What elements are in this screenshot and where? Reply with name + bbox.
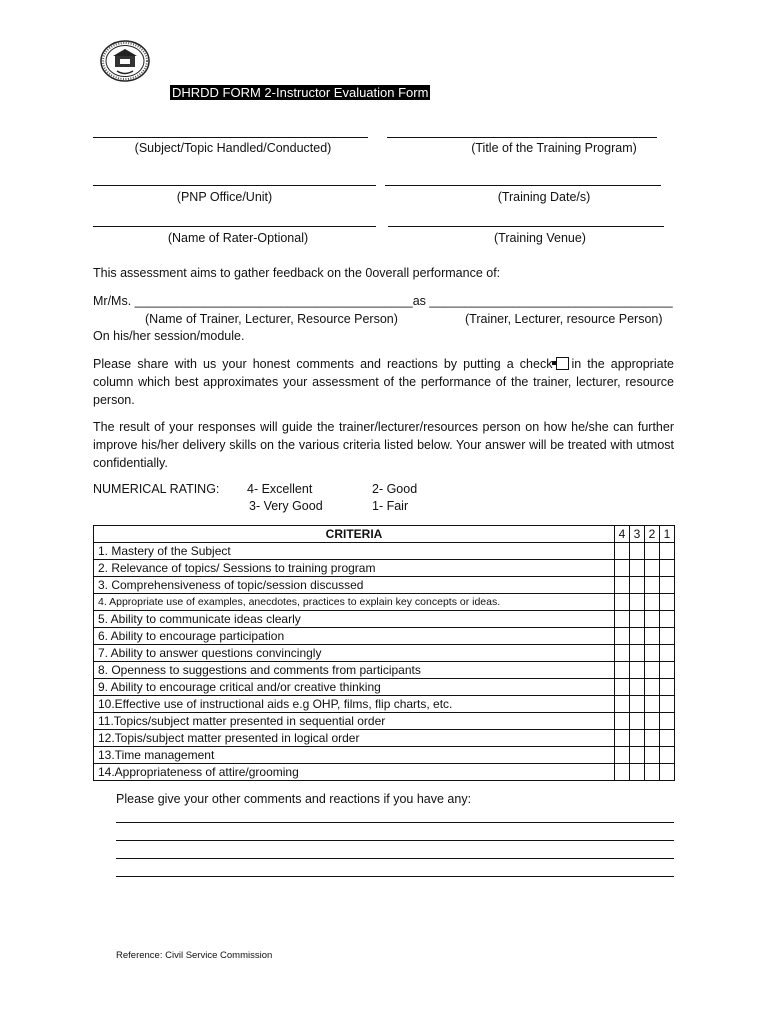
rating-cell-1[interactable] [660, 577, 675, 594]
rating-cell-1[interactable] [660, 713, 675, 730]
rating-cell-1[interactable] [660, 747, 675, 764]
rating-cell-3[interactable] [630, 560, 645, 577]
rating-cell-2[interactable] [645, 713, 660, 730]
rating-cell-4[interactable] [615, 713, 630, 730]
reference-note: Reference: Civil Service Commission [116, 950, 273, 961]
rating-cell-4[interactable] [615, 764, 630, 781]
table-row [94, 577, 675, 594]
office-caption: (PNP Office/Unit) [176, 190, 273, 204]
table-row [94, 628, 675, 645]
rating-cell-2[interactable] [645, 679, 660, 696]
rating-cell-4[interactable] [615, 628, 630, 645]
trainer-name-caption: (Name of Trainer, Lecturer, Resource Person) [145, 312, 398, 326]
rating-cell-4[interactable] [615, 730, 630, 747]
criterion-label: 6. Ability to encourage participation [94, 628, 615, 645]
rating-cell-3[interactable] [630, 662, 645, 679]
comment-line-4[interactable] [116, 876, 674, 877]
rating-cell-2[interactable] [645, 594, 660, 611]
rating-cell-2[interactable] [645, 764, 660, 781]
rating-cell-1[interactable] [660, 628, 675, 645]
rating-cell-4[interactable] [615, 679, 630, 696]
criterion-label: 12.Topis/subject matter presented in logical order [94, 730, 615, 747]
rating-3: 3- Very Good [249, 499, 323, 513]
instruction-paragraph [93, 355, 674, 409]
criterion-label: 2. Relevance of topics/ Sessions to training program [94, 560, 615, 577]
rating-cell-2[interactable] [645, 560, 660, 577]
comment-line-2[interactable] [116, 840, 674, 841]
criterion-label: 11.Topics/subject matter presented in sequential order [94, 713, 615, 730]
rating-cell-1[interactable] [660, 611, 675, 628]
table-row [94, 696, 675, 713]
rating-cell-4[interactable] [615, 611, 630, 628]
criterion-label: 13.Time management [94, 747, 615, 764]
rating-1: 1- Fair [372, 499, 409, 513]
rating-cell-3[interactable] [630, 747, 645, 764]
table-row [94, 594, 675, 611]
table-row [94, 543, 675, 560]
rating-cell-3[interactable] [630, 628, 645, 645]
rating-cell-1[interactable] [660, 662, 675, 679]
col-3-header: 3 [630, 526, 645, 543]
criteria-table [93, 525, 675, 781]
table-row [94, 730, 675, 747]
criterion-label: 3. Comprehensiveness of topic/session discussed [94, 577, 615, 594]
rating-cell-4[interactable] [615, 747, 630, 764]
criterion-label: 14.Appropriateness of attire/grooming [94, 764, 615, 781]
criterion-label: 8. Openness to suggestions and comments from participants [94, 662, 615, 679]
table-row [94, 560, 675, 577]
rating-cell-3[interactable] [630, 645, 645, 662]
rating-cell-3[interactable] [630, 764, 645, 781]
rating-4: 4- Excellent [247, 482, 313, 496]
col-2-header: 2 [645, 526, 660, 543]
rating-cell-2[interactable] [645, 543, 660, 560]
rating-cell-4[interactable] [615, 560, 630, 577]
table-row [94, 764, 675, 781]
table-row [94, 662, 675, 679]
rating-cell-2[interactable] [645, 645, 660, 662]
instruction-text-after: in the appropriate column which best approximates your assessment of the performance of the trainer, lecturer, resource person. [93, 357, 674, 407]
venue-caption: (Training Venue) [494, 231, 586, 245]
rating-cell-2[interactable] [645, 611, 660, 628]
instruction-text-before: Please share with us your honest comments and reactions by putting a check [93, 357, 553, 371]
subject-line[interactable] [93, 137, 368, 138]
rating-cell-2[interactable] [645, 747, 660, 764]
col-4-header: 4 [615, 526, 630, 543]
numerical-rating-label: NUMERICAL RATING: [93, 482, 220, 496]
training-date-caption: (Training Date/s) [497, 190, 591, 204]
trainer-role-caption: (Trainer, Lecturer, resource Person) [465, 312, 663, 326]
pnp-seal-logo [100, 40, 150, 82]
col-1-header: 1 [660, 526, 675, 543]
subject-caption: (Subject/Topic Handled/Conducted) [134, 141, 332, 155]
table-row [94, 747, 675, 764]
criterion-label: 1. Mastery of the Subject [94, 543, 615, 560]
criterion-label: 7. Ability to answer questions convincingly [94, 645, 615, 662]
checkbox-icon [556, 357, 569, 370]
rating-cell-3[interactable] [630, 611, 645, 628]
rating-cell-1[interactable] [660, 645, 675, 662]
table-row [94, 713, 675, 730]
rating-cell-3[interactable] [630, 577, 645, 594]
rating-cell-1[interactable] [660, 679, 675, 696]
trainer-name-line[interactable]: Mr/Ms. ________________________________________as ___________________________________ [93, 294, 673, 308]
rating-cell-3[interactable] [630, 713, 645, 730]
training-date-line[interactable] [385, 185, 661, 186]
rating-cell-4[interactable] [615, 645, 630, 662]
rating-cell-2[interactable] [645, 628, 660, 645]
rating-cell-3[interactable] [630, 543, 645, 560]
rating-cell-2[interactable] [645, 662, 660, 679]
rating-cell-3[interactable] [630, 594, 645, 611]
rating-cell-1[interactable] [660, 696, 675, 713]
rating-cell-3[interactable] [630, 679, 645, 696]
criterion-label: 9. Ability to encourage critical and/or creative thinking [94, 679, 615, 696]
table-row [94, 679, 675, 696]
rating-cell-2[interactable] [645, 696, 660, 713]
rating-cell-4[interactable] [615, 543, 630, 560]
criterion-label: 10.Effective use of instructional aids e.g OHP, films, flip charts, etc. [94, 696, 615, 713]
criterion-label: 4. Appropriate use of examples, anecdotes, practices to explain key concepts or ideas. [94, 594, 615, 611]
rating-cell-4[interactable] [615, 662, 630, 679]
table-row [94, 611, 675, 628]
rating-cell-3[interactable] [630, 696, 645, 713]
assessment-intro: This assessment aims to gather feedback on the 0overall performance of: [93, 266, 501, 280]
criteria-header-row [94, 526, 675, 543]
rating-cell-1[interactable] [660, 764, 675, 781]
form-title: DHRDD FORM 2-Instructor Evaluation Form [172, 85, 429, 100]
rating-cell-2[interactable] [645, 730, 660, 747]
comment-line-3[interactable] [116, 858, 674, 859]
office-line[interactable] [93, 185, 376, 186]
session-text: On his/her session/module. [93, 329, 245, 343]
rating-cell-2[interactable] [645, 577, 660, 594]
rating-cell-1[interactable] [660, 594, 675, 611]
comment-line-1[interactable] [116, 822, 674, 823]
rating-cell-4[interactable] [615, 594, 630, 611]
rating-cell-1[interactable] [660, 730, 675, 747]
venue-line[interactable] [388, 226, 664, 227]
rating-cell-1[interactable] [660, 543, 675, 560]
rating-2: 2- Good [372, 482, 418, 496]
program-title-line[interactable] [387, 137, 657, 138]
program-title-caption: (Title of the Training Program) [471, 141, 637, 155]
criteria-header: CRITERIA [94, 526, 615, 543]
rater-caption: (Name of Rater-Optional) [167, 231, 309, 245]
rater-line[interactable] [93, 226, 376, 227]
rating-cell-4[interactable] [615, 696, 630, 713]
rating-cell-3[interactable] [630, 730, 645, 747]
rating-cell-1[interactable] [660, 560, 675, 577]
rating-cell-4[interactable] [615, 577, 630, 594]
result-paragraph: The result of your responses will guide the trainer/lecturer/resources person on how he/she can further improve his/her delivery skills on the various criteria listed below. Your answer will be treated with utmost confidentially. [93, 420, 674, 470]
criterion-label: 5. Ability to communicate ideas clearly [94, 611, 615, 628]
table-row [94, 645, 675, 662]
comments-prompt: Please give your other comments and reactions if you have any: [116, 792, 472, 806]
